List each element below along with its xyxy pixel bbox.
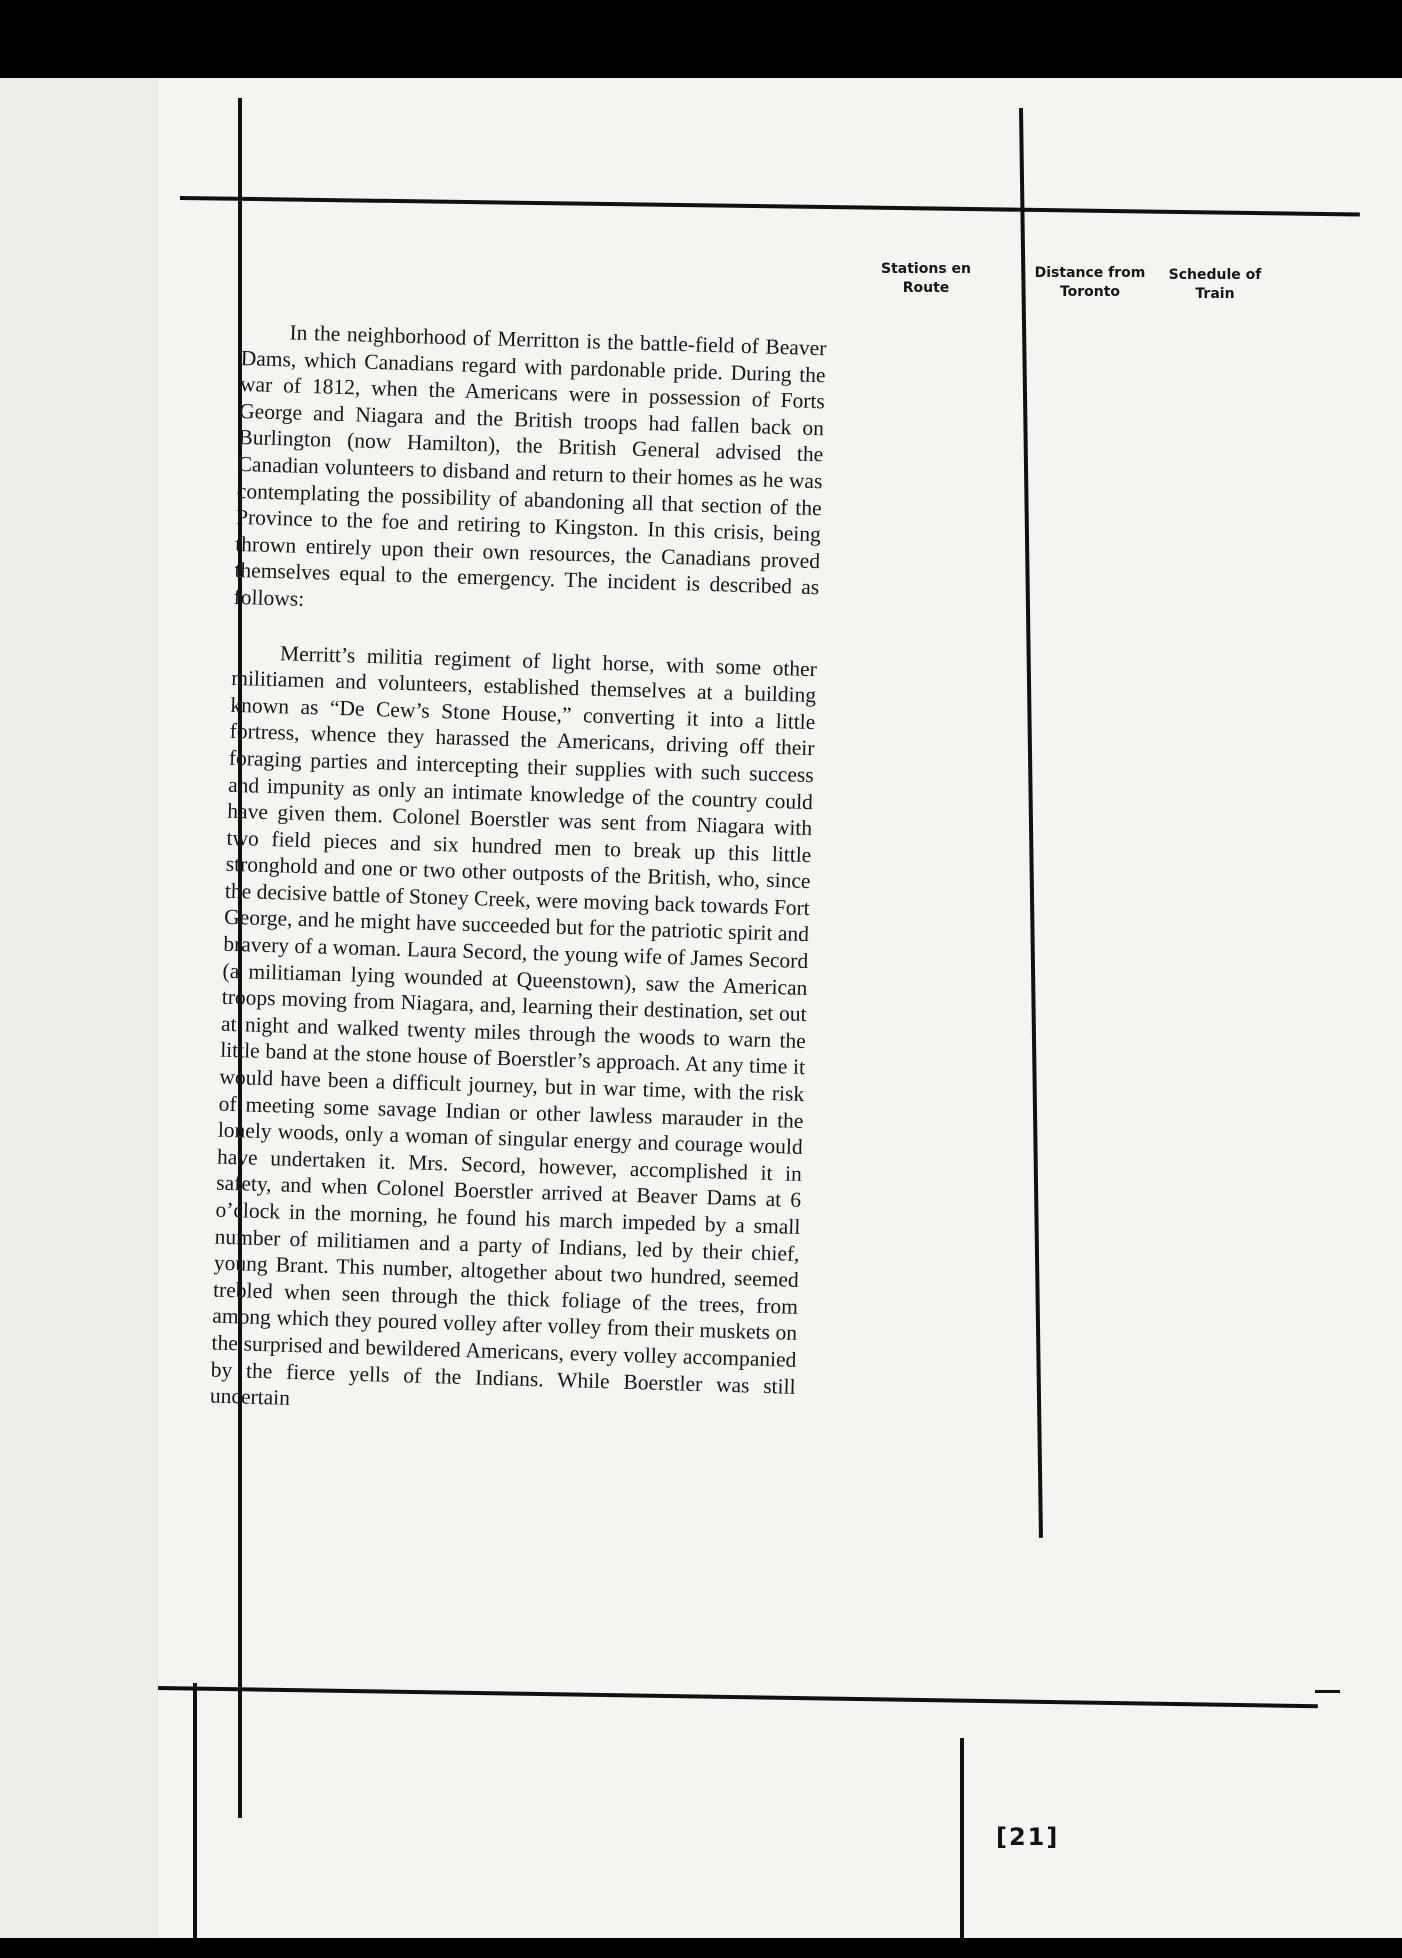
schedule-of-train-heading: Schedule of Train: [1168, 267, 1262, 302]
footer-rule: [158, 1686, 1318, 1708]
text-column-divider-bottom: [960, 1738, 964, 1958]
inner-left-rule: [193, 1683, 197, 1958]
page-number: [21]: [996, 1823, 1060, 1851]
footer-rule-short: [1315, 1690, 1340, 1693]
distance-from-toronto-heading: Distance from Toronto: [1034, 265, 1146, 300]
stations-en-route-heading: Stations en Route: [881, 261, 971, 296]
paragraph-beaver-dams: In the neighborhood of Merritton is the battle-field of Beaver Dams, which Canadians regard with pardonable pride. During the war of 1812, when the Americans were in possession of Forts George and Niagara and the British troops had fallen back on Burlington (now Hamilton), the British General advised the Canadian volunteers to disband and return to their homes as he was contemplating the possibility of abandoning all that section of the Province to the foe and retiring to Kingston. In this crisis, being thrown entirely upon their own resources, the Canadians proved themselves equal to the emergency. The incident is described as follows:: [233, 320, 827, 611]
text-column-divider-top: [1019, 108, 1043, 1538]
scanned-page: [0, 78, 1402, 1958]
page-bottom-edge: [0, 1938, 1402, 1958]
previous-page-edge: [0, 78, 158, 1958]
main-text: [210, 318, 827, 1427]
header-rule: [180, 196, 1360, 216]
paragraph-laura-secord: Merritt’s militia regiment of light horse, with some other militiamen and volunteers, established themselves at a building known as “De Cew’s Stone House,” converting it into a little fortress, whence they harassed the Americans, driving off their foraging parties and intercepting their supplies with such success and impunity as only an intimate knowledge of the country could have given them. Colonel Boerstler was sent from Niagara with two field pieces and six hundred men to break up this little stronghold and one or two other outposts of the British, who, since the decisive battle of Stoney Creek, were moving back towards Fort George, and he might have succeeded but for the patriotic spirit and bravery of a woman. Laura Secord, the young wife of James Secord (a militiaman lying wounded at Queenstown), saw the American troops moving from Niagara, and, learning their destination, set out at night and walked twenty miles through the woods to warn the little band at the stone house of Boerstler’s approach. At any time it would have been a difficult journey, but in war time, with the risk of meeting some savage Indian or other lawless marauder in the lonely woods, only a woman of singular energy and courage would have undertaken it. Mrs. Secord, however, accomplished it in safety, and when Colonel Boerstler arrived at Beaver Dams at 6 o’clock in the morning, he found his march impeded by a small number of militiamen and a party of Indians, led by their chief, young Brant. This number, altogether about two hundred, seemed trebled when seen through the thick foliage of the trees, from among which they poured volley after volley from their muskets on the surprised and bewildered Americans, every volley accompanied by the fierce yells of the Indians. While Boerstler was still uncertain: [209, 640, 818, 1411]
